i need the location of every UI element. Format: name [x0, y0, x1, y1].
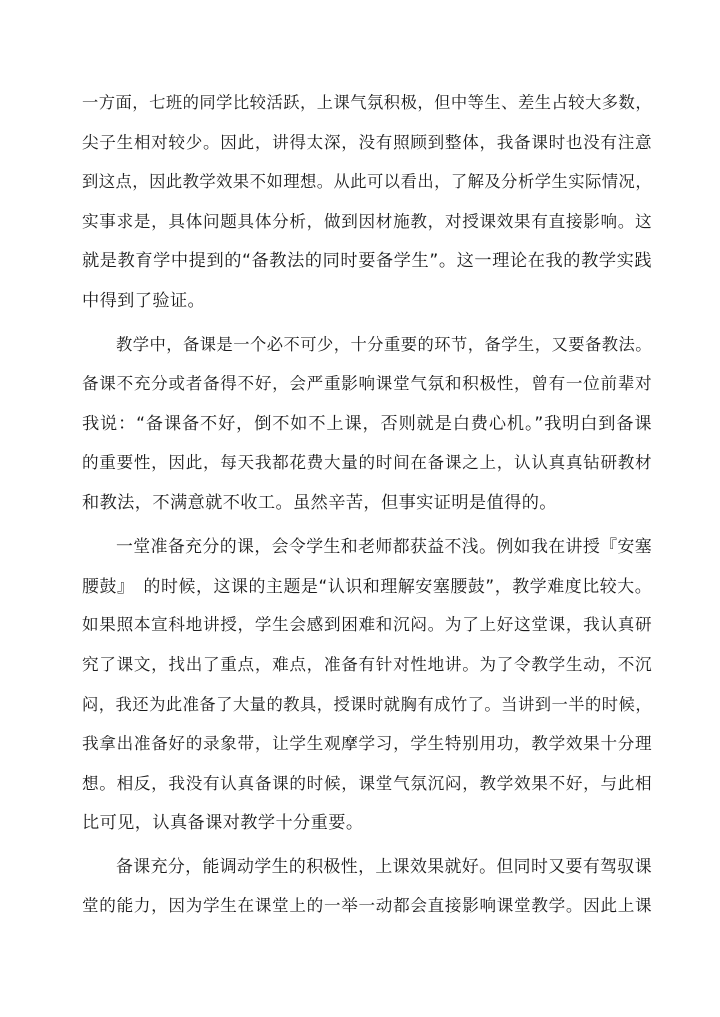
- text-line: 闷，我还为此准备了大量的教具，授课时就胸有成竹了。当讲到一半的时候，: [82, 695, 652, 714]
- text-line: 堂的能力，因为学生在课堂上的一举一动都会直接影响课堂教学。因此上课: [82, 896, 652, 915]
- text-line: 我拿出准备好的录象带，让学生观摩学习，学生特别用功，教学效果十分理: [82, 734, 652, 753]
- text-line: 一堂准备充分的课，会令学生和老师都获益不浅。例如我在讲授『安塞: [116, 536, 652, 556]
- text-line: 腰鼓』 的时候，这课的主题是“认识和理解安塞腰鼓”，教学难度比较大。: [82, 576, 652, 596]
- text-line: 一方面，七班的同学比较活跃，上课气氛积极，但中等生、差生占较大多数，: [82, 93, 652, 112]
- text-line: 想。相反，我没有认真备课的时候，课堂气氛沉闷，教学效果不好，与此相: [82, 774, 652, 793]
- text-line: 教学中，备课是一个必不可少，十分重要的环节，备学生，又要备教法。: [116, 335, 652, 354]
- text-line: 比可见，认真备课对教学十分重要。: [82, 813, 364, 833]
- text-line: 实事求是，具体问题具体分析，做到因材施教，对授课效果有直接影响。这: [82, 212, 652, 231]
- text-line: 尖子生相对较少。因此，讲得太深，没有照顾到整体，我备课时也没有注意: [82, 133, 652, 152]
- text-line: 备课充分，能调动学生的积极性，上课效果就好。但同时又要有驾驭课: [116, 856, 652, 876]
- text-line: 的重要性，因此，每天我都花费大量的时间在备课之上，认认真真钻研教材: [82, 453, 652, 472]
- text-line: 如果照本宣科地讲授，学生会感到困难和沉闷。为了上好这堂课，我认真研: [82, 615, 652, 634]
- text-line: 到这点，因此教学效果不如理想。从此可以看出，了解及分析学生实际情况，: [82, 172, 652, 191]
- text-line: 备课不充分或者备得不好，会严重影响课堂气氛和积极性，曾有一位前辈对: [82, 374, 652, 393]
- text-line: 和教法，不满意就不收工。虽然辛苦，但事实证明是值得的。: [82, 493, 557, 513]
- text-line: 我说：“备课备不好，倒不如不上课，否则就是白费心机。”我明白到备课: [82, 414, 652, 434]
- text-line: 就是教育学中提到的“备教法的同时要备学生”。这一理论在我的教学实践: [82, 251, 652, 271]
- text-line: 中得到了验证。: [82, 291, 206, 311]
- text-line: 究了课文，找出了重点，难点，准备有针对性地讲。为了令教学生动，不沉: [82, 655, 652, 674]
